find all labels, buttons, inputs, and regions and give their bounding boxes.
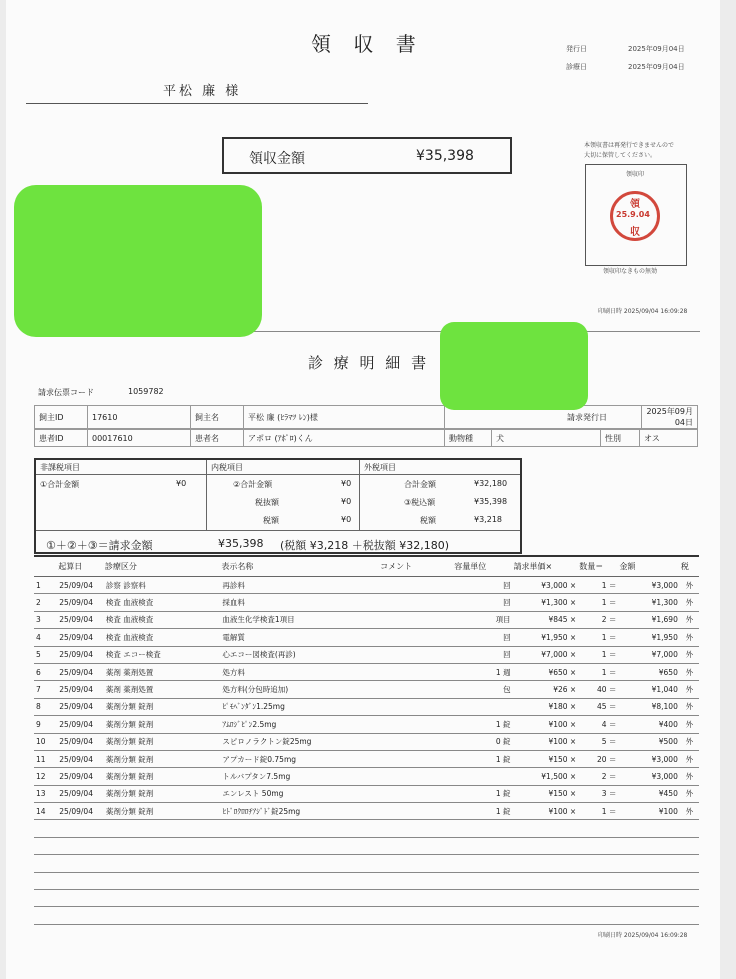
- patient-name-label: 患者名: [191, 430, 244, 447]
- cell-quantity: 1 ＝: [578, 803, 618, 820]
- cell-unit: 0 錠: [453, 733, 512, 750]
- cell-unit-price: ¥3,000 ×: [513, 577, 579, 594]
- cell-start-date: 25/09/04: [57, 750, 104, 767]
- cell-category: 診察 診察料: [104, 577, 220, 594]
- cell-unit-price: [513, 855, 579, 872]
- cell-amount: ¥3,000: [618, 750, 679, 767]
- cell-comment: [379, 785, 453, 802]
- cell-quantity: [578, 907, 618, 924]
- nontax-total: ¥0: [176, 479, 187, 488]
- sex: オス: [640, 430, 698, 447]
- receipt-page: [6, 0, 720, 979]
- nontax-column: [36, 460, 207, 530]
- patient-id-label: 患者ID: [35, 430, 88, 447]
- table-row: [34, 611, 699, 628]
- cell-category: 薬剤分類 錠剤: [104, 803, 220, 820]
- cell-comment: [379, 629, 453, 646]
- table-row: [34, 890, 699, 907]
- cell-category: [104, 872, 220, 889]
- cell-amount: ¥3,000: [618, 577, 679, 594]
- cell-item-name: 処方料: [220, 663, 379, 680]
- cell-item-name: [220, 890, 379, 907]
- cell-start-date: 25/09/04: [57, 698, 104, 715]
- cell-row-number: 9: [34, 716, 57, 733]
- cell-comment: [379, 803, 453, 820]
- cell-amount: [618, 890, 679, 907]
- cell-start-date: [57, 855, 104, 872]
- cell-quantity: 2 ＝: [578, 768, 618, 785]
- cell-item-name: [220, 855, 379, 872]
- cell-quantity: [578, 872, 618, 889]
- patient-info-table: [34, 429, 698, 447]
- cell-item-name: トルバプタン7.5mg: [220, 768, 379, 785]
- cell-item-name: [220, 820, 379, 837]
- cell-start-date: 25/09/04: [57, 768, 104, 785]
- cell-tax: 外: [680, 785, 699, 802]
- statement-issue-label: 請求発行日: [563, 406, 642, 429]
- table-row: [34, 733, 699, 750]
- cell-amount: [618, 820, 679, 837]
- cell-tax: 外: [680, 681, 699, 698]
- cell-category: [104, 837, 220, 854]
- cell-quantity: 4 ＝: [578, 716, 618, 733]
- cell-tax: 外: [680, 716, 699, 733]
- cell-item-name: 再診料: [220, 577, 379, 594]
- stamp-note: 領収印なきもの無効: [603, 268, 658, 275]
- cell-unit-price: ¥100 ×: [513, 733, 579, 750]
- cell-unit: 回: [453, 646, 512, 663]
- cell-quantity: 5 ＝: [578, 733, 618, 750]
- cell-start-date: 25/09/04: [57, 594, 104, 611]
- cell-row-number: 6: [34, 663, 57, 680]
- cell-category: 検査 血液検査: [104, 629, 220, 646]
- cell-comment: [379, 594, 453, 611]
- cell-start-date: [57, 890, 104, 907]
- col-unit-price: 請求単価×: [513, 556, 579, 577]
- cell-start-date: 25/09/04: [57, 663, 104, 680]
- table-row: [34, 768, 699, 785]
- cell-amount: ¥100: [618, 803, 679, 820]
- issue-date: 2025年09月04日: [628, 45, 685, 53]
- summary-tax: (税額 ¥3,218 ＋税抜額 ¥32,180): [280, 539, 450, 552]
- cell-quantity: [578, 890, 618, 907]
- cell-item-name: スピロノラクトン錠25mg: [220, 733, 379, 750]
- cell-row-number: 14: [34, 803, 57, 820]
- sex-label: 性別: [601, 430, 640, 447]
- cell-unit-price: ¥1,500 ×: [513, 768, 579, 785]
- cell-quantity: 20 ＝: [578, 750, 618, 767]
- cell-quantity: 1 ＝: [578, 663, 618, 680]
- patient-id: 00017610: [88, 430, 191, 447]
- cell-amount: [618, 872, 679, 889]
- cell-tax: [680, 837, 699, 854]
- owner-id-label: 飼主ID: [35, 406, 88, 429]
- cell-category: [104, 855, 220, 872]
- cell-item-name: アプカード錠0.75mg: [220, 750, 379, 767]
- cell-unit: 1 錠: [453, 750, 512, 767]
- amount-value: ¥35,398: [416, 148, 474, 164]
- table-row: [34, 646, 699, 663]
- billing-code: 1059782: [128, 387, 164, 396]
- col-amount: 金額: [618, 556, 679, 577]
- col-category: 診療区分: [104, 556, 220, 577]
- inner-excl: ¥0: [341, 497, 352, 506]
- cell-unit-price: [513, 872, 579, 889]
- col-tax: 税: [680, 556, 699, 577]
- cell-unit-price: ¥1,300 ×: [513, 594, 579, 611]
- cell-item-name: 心エコー図検査(再診): [220, 646, 379, 663]
- cell-start-date: 25/09/04: [57, 803, 104, 820]
- statement-issue-date: 2025年09月04日: [642, 406, 698, 429]
- table-row: [34, 785, 699, 802]
- cell-item-name: 処方料(分包時追加): [220, 681, 379, 698]
- cell-comment: [379, 681, 453, 698]
- cell-amount: ¥8,100: [618, 698, 679, 715]
- cell-amount: ¥3,000: [618, 768, 679, 785]
- cell-tax: 外: [680, 611, 699, 628]
- cell-tax: 外: [680, 646, 699, 663]
- outer-incl: ¥35,398: [474, 497, 508, 506]
- cell-comment: [379, 855, 453, 872]
- outer-tax-column: [360, 460, 520, 530]
- inner-tax-header: 内税項目: [211, 463, 243, 472]
- owner-info-table: [34, 405, 698, 429]
- cell-item-name: ﾋﾟﾓﾍﾞﾝﾀﾞﾝ1.25mg: [220, 698, 379, 715]
- cell-row-number: 5: [34, 646, 57, 663]
- cell-tax: [680, 907, 699, 924]
- cell-tax: 外: [680, 768, 699, 785]
- amount-box: [222, 137, 512, 174]
- notice-line-1: 本領収書は再発行できませんので: [584, 142, 675, 149]
- cell-quantity: [578, 820, 618, 837]
- cell-start-date: [57, 872, 104, 889]
- billing-code-label: 請求伝票コード: [38, 388, 94, 397]
- detail-header-row: [34, 556, 699, 577]
- cell-category: 薬剤分類 錠剤: [104, 768, 220, 785]
- table-row: [34, 629, 699, 646]
- cell-unit: [453, 890, 512, 907]
- detail-body: [34, 577, 699, 925]
- cell-quantity: 1 ＝: [578, 646, 618, 663]
- cell-start-date: 25/09/04: [57, 646, 104, 663]
- statement-title: 診 療 明 細 書: [308, 354, 430, 372]
- inner-excl-label: 税抜額: [255, 498, 279, 507]
- cell-category: 検査 エコー検査: [104, 646, 220, 663]
- cell-unit-price: [513, 890, 579, 907]
- cell-quantity: 1 ＝: [578, 629, 618, 646]
- table-row: [34, 837, 699, 854]
- cell-comment: [379, 716, 453, 733]
- cell-comment: [379, 872, 453, 889]
- stamp-char-bottom: 収: [630, 227, 640, 238]
- cell-unit: [453, 698, 512, 715]
- species: 犬: [492, 430, 601, 447]
- table-row: [34, 872, 699, 889]
- table-row: [34, 907, 699, 924]
- cell-row-number: 8: [34, 698, 57, 715]
- cell-start-date: 25/09/04: [57, 611, 104, 628]
- cell-quantity: 3 ＝: [578, 785, 618, 802]
- cell-start-date: 25/09/04: [57, 681, 104, 698]
- outer-tax: ¥3,218: [474, 515, 502, 524]
- cell-quantity: 40 ＝: [578, 681, 618, 698]
- cell-unit-price: [513, 837, 579, 854]
- cell-unit-price: [513, 907, 579, 924]
- cell-row-number: 11: [34, 750, 57, 767]
- owner-id: 17610: [88, 406, 191, 429]
- outer-total-label: 合計金額: [404, 480, 436, 489]
- visit-date: 2025年09月04日: [628, 63, 685, 71]
- cell-unit-price: ¥150 ×: [513, 785, 579, 802]
- tax-summary: [34, 458, 522, 554]
- receipt-title: 領 収 書: [311, 32, 424, 56]
- cell-tax: 外: [680, 733, 699, 750]
- cell-unit: 1 錠: [453, 785, 512, 802]
- cell-tax: [680, 855, 699, 872]
- cell-item-name: [220, 907, 379, 924]
- inner-tax: ¥0: [341, 515, 352, 524]
- issue-date-label: 発行日: [566, 45, 587, 53]
- cell-item-name: エンレスト 50mg: [220, 785, 379, 802]
- cell-row-number: 12: [34, 768, 57, 785]
- cell-start-date: 25/09/04: [57, 733, 104, 750]
- cell-comment: [379, 768, 453, 785]
- cell-row-number: [34, 890, 57, 907]
- cell-amount: ¥7,000: [618, 646, 679, 663]
- cell-category: 薬剤分類 錠剤: [104, 750, 220, 767]
- cell-comment: [379, 698, 453, 715]
- cell-amount: ¥450: [618, 785, 679, 802]
- cell-start-date: [57, 837, 104, 854]
- cell-unit: 1 錠: [453, 803, 512, 820]
- cell-row-number: 10: [34, 733, 57, 750]
- cell-item-name: 血液生化学検査1項目: [220, 611, 379, 628]
- cell-amount: ¥400: [618, 716, 679, 733]
- cell-category: 検査 血液検査: [104, 594, 220, 611]
- inner-total-label: ②合計金額: [233, 480, 273, 489]
- cell-comment: [379, 646, 453, 663]
- cell-unit: [453, 872, 512, 889]
- inner-tax-label: 税額: [263, 516, 279, 525]
- cell-tax: 外: [680, 750, 699, 767]
- cell-item-name: 電解質: [220, 629, 379, 646]
- stamp-date: 25.9.04: [616, 210, 650, 219]
- table-row: [34, 803, 699, 820]
- cell-unit: [453, 837, 512, 854]
- inner-tax-column: [207, 460, 360, 530]
- cell-unit: 1 錠: [453, 716, 512, 733]
- cell-start-date: 25/09/04: [57, 577, 104, 594]
- stamp-box: [585, 164, 687, 266]
- cell-row-number: 7: [34, 681, 57, 698]
- cell-start-date: [57, 907, 104, 924]
- cell-comment: [379, 820, 453, 837]
- stamp-char-top: 領: [630, 199, 640, 210]
- cell-quantity: [578, 855, 618, 872]
- cell-amount: ¥1,690: [618, 611, 679, 628]
- inner-total: ¥0: [341, 479, 352, 488]
- cell-category: 検査 血液検査: [104, 611, 220, 628]
- cell-row-number: [34, 872, 57, 889]
- cell-amount: ¥1,950: [618, 629, 679, 646]
- table-row: [34, 716, 699, 733]
- owner-name: 平松 廉 (ﾋﾗﾏﾂ ﾚﾝ)様: [244, 406, 445, 429]
- cell-row-number: 4: [34, 629, 57, 646]
- cell-amount: [618, 837, 679, 854]
- cell-unit: 包: [453, 681, 512, 698]
- cell-row-number: [34, 855, 57, 872]
- cell-row-number: 13: [34, 785, 57, 802]
- cell-category: [104, 907, 220, 924]
- cell-category: 薬剤 薬剤処置: [104, 681, 220, 698]
- cell-comment: [379, 907, 453, 924]
- outer-tax-label: 税額: [420, 516, 436, 525]
- cell-unit: [453, 820, 512, 837]
- cell-comment: [379, 611, 453, 628]
- cell-start-date: 25/09/04: [57, 629, 104, 646]
- owner-name-label: 飼主名: [191, 406, 244, 429]
- cell-item-name: ﾋﾄﾞﾛｸﾛﾛﾁｱｼﾞﾄﾞ錠25mg: [220, 803, 379, 820]
- cell-amount: ¥1,040: [618, 681, 679, 698]
- cell-tax: [680, 890, 699, 907]
- cell-comment: [379, 890, 453, 907]
- outer-incl-label: ③税込額: [404, 498, 436, 507]
- cell-tax: 外: [680, 803, 699, 820]
- cell-unit-price: ¥845 ×: [513, 611, 579, 628]
- cell-unit: [453, 768, 512, 785]
- customer-underline: [26, 103, 368, 104]
- cell-quantity: 1 ＝: [578, 577, 618, 594]
- cell-quantity: 1 ＝: [578, 594, 618, 611]
- cell-unit: 回: [453, 629, 512, 646]
- cell-comment: [379, 750, 453, 767]
- nontax-header: 非課税項目: [40, 463, 80, 472]
- cell-start-date: 25/09/04: [57, 785, 104, 802]
- cell-comment: [379, 733, 453, 750]
- cell-amount: [618, 907, 679, 924]
- cell-row-number: 2: [34, 594, 57, 611]
- nontax-total-label: ①合計金額: [40, 480, 80, 489]
- cell-tax: [680, 820, 699, 837]
- cell-tax: [680, 872, 699, 889]
- cell-category: 薬剤分類 錠剤: [104, 733, 220, 750]
- visit-date-label: 診療日: [566, 63, 587, 71]
- col-comment: コメント: [379, 556, 453, 577]
- cell-row-number: 3: [34, 611, 57, 628]
- cell-start-date: 25/09/04: [57, 716, 104, 733]
- cell-quantity: [578, 837, 618, 854]
- cell-row-number: [34, 820, 57, 837]
- cell-quantity: 45 ＝: [578, 698, 618, 715]
- cell-unit-price: ¥1,950 ×: [513, 629, 579, 646]
- cell-start-date: [57, 820, 104, 837]
- amount-label: 領収金額: [249, 151, 305, 167]
- cell-category: 薬剤分類 錠剤: [104, 698, 220, 715]
- cell-amount: ¥500: [618, 733, 679, 750]
- cell-row-number: [34, 907, 57, 924]
- table-row: [34, 750, 699, 767]
- table-row: [34, 820, 699, 837]
- cell-unit-price: ¥100 ×: [513, 716, 579, 733]
- cell-category: [104, 890, 220, 907]
- received-stamp: [610, 191, 660, 241]
- cell-amount: [618, 855, 679, 872]
- cell-amount: ¥650: [618, 663, 679, 680]
- table-row: [34, 681, 699, 698]
- cell-tax: 外: [680, 577, 699, 594]
- cell-row-number: [34, 837, 57, 854]
- cell-unit-price: ¥26 ×: [513, 681, 579, 698]
- cell-unit: [453, 855, 512, 872]
- summary-amount: ¥35,398: [218, 537, 264, 550]
- cell-unit-price: ¥650 ×: [513, 663, 579, 680]
- cell-unit-price: ¥180 ×: [513, 698, 579, 715]
- cell-unit: 回: [453, 594, 512, 611]
- cell-comment: [379, 663, 453, 680]
- cell-row-number: 1: [34, 577, 57, 594]
- cell-item-name: [220, 837, 379, 854]
- cell-category: 薬剤 薬剤処置: [104, 663, 220, 680]
- redaction-block: [14, 185, 262, 337]
- table-row: [34, 577, 699, 594]
- table-row: [34, 698, 699, 715]
- cell-item-name: 採血料: [220, 594, 379, 611]
- cell-comment: [379, 837, 453, 854]
- stamp-box-label: 領収印: [626, 171, 645, 178]
- cell-category: 薬剤分類 錠剤: [104, 785, 220, 802]
- cell-quantity: 2 ＝: [578, 611, 618, 628]
- notice-line-2: 大切に保管してください。: [584, 152, 657, 159]
- cell-unit: [453, 907, 512, 924]
- summary-label: ①＋②＋③＝請求金額: [46, 539, 153, 552]
- cell-unit-price: ¥150 ×: [513, 750, 579, 767]
- table-row: [34, 663, 699, 680]
- receipt-print-datetime: 印刷日時 2025/09/04 16:09:28: [598, 308, 688, 315]
- cell-item-name: [220, 872, 379, 889]
- statement-print-datetime: 印刷日時 2025/09/04 16:09:28: [598, 932, 688, 939]
- table-row: [34, 594, 699, 611]
- table-row: [34, 855, 699, 872]
- col-quantity: 数量＝: [578, 556, 618, 577]
- cell-unit-price: ¥7,000 ×: [513, 646, 579, 663]
- patient-name: アポロ (ｱﾎﾟﾛ)くん: [244, 430, 445, 447]
- cell-tax: 外: [680, 663, 699, 680]
- species-label: 動物種: [445, 430, 492, 447]
- cell-unit-price: [513, 820, 579, 837]
- detail-table: [34, 555, 699, 925]
- col-unit: 容量単位: [453, 556, 512, 577]
- cell-unit: 回: [453, 577, 512, 594]
- cell-unit: 1 週: [453, 663, 512, 680]
- cell-tax: 外: [680, 629, 699, 646]
- outer-total: ¥32,180: [474, 479, 508, 488]
- cell-tax: 外: [680, 698, 699, 715]
- cell-unit-price: ¥100 ×: [513, 803, 579, 820]
- cell-category: [104, 820, 220, 837]
- col-start-date: 起算日: [57, 556, 104, 577]
- cell-amount: ¥1,300: [618, 594, 679, 611]
- outer-tax-header: 外税項目: [364, 463, 396, 472]
- cell-comment: [379, 577, 453, 594]
- customer-name: 平松 廉 様: [163, 84, 242, 99]
- cell-category: 薬剤分類 錠剤: [104, 716, 220, 733]
- cell-tax: 外: [680, 594, 699, 611]
- col-item-name: 表示名称: [220, 556, 379, 577]
- cell-item-name: ｱﾑﾛｼﾞﾋﾟﾝ2.5mg: [220, 716, 379, 733]
- cell-unit: 項目: [453, 611, 512, 628]
- redaction-block: [440, 322, 588, 410]
